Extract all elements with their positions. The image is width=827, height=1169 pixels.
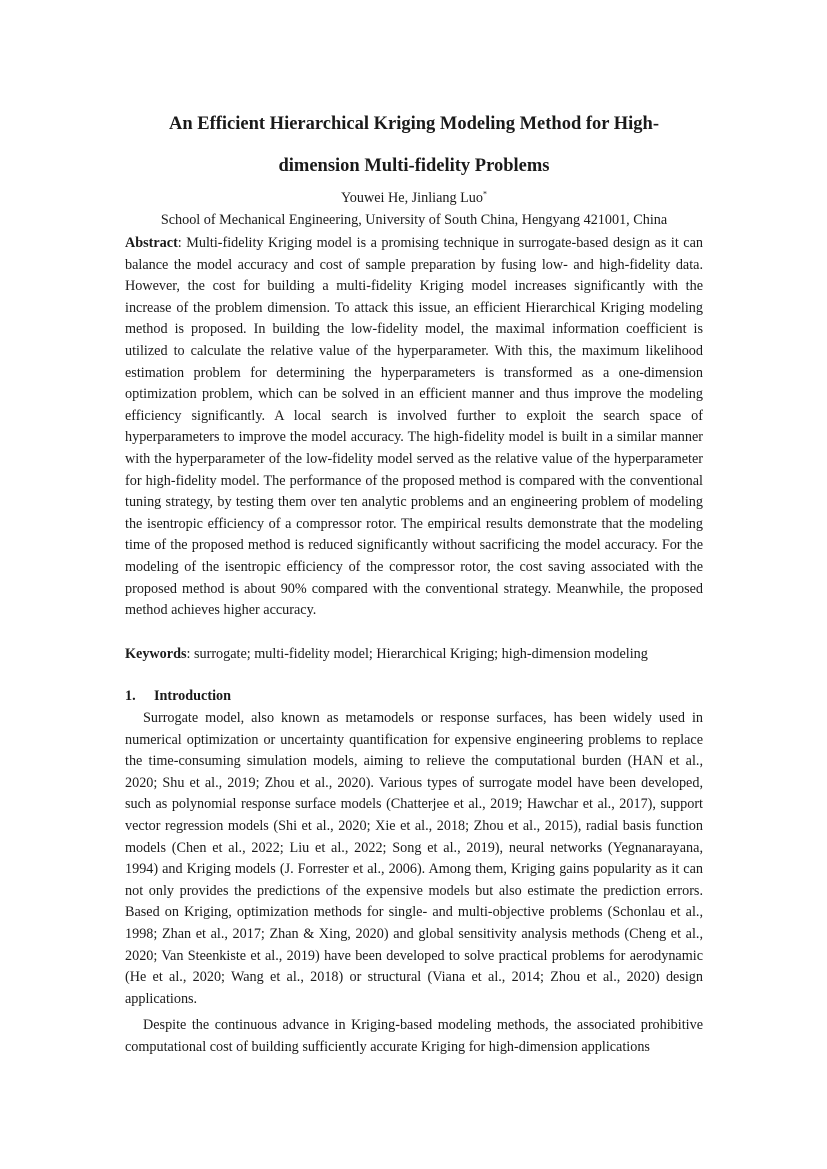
- keywords-text: : surrogate; multi-fidelity model; Hierarchical Kriging; high-dimension modeling: [186, 646, 648, 662]
- section-title: Introduction: [154, 688, 231, 704]
- paper-title-line-1: An Efficient Hierarchical Kriging Modeling Method for High-: [168, 114, 660, 134]
- section-number: 1.: [125, 688, 136, 704]
- abstract-text: : Multi-fidelity Kriging model is a promising technique in surrogate-based design as it can balance the model accuracy and cost of sample preparation by fusing low- and high-fidelity data. However, the cost for building a multi-fidelity Kriging model increases significantly with the increase of the problem dimension. To attack this issue, an efficient Hierarchical Kriging modeling method is proposed. In building the low-fidelity model, the maximal information coefficient is utilized to calculate the relative value of the hyperparameter. With this, the maximum likelihood estimation problem for determining the hyperparameters is transformed as a one-dimension optimization problem, which can be solved in an efficient manner and thus improve the modeling efficiency significantly. A local search is involved further to exploit the search space of hyperparameters to improve the model accuracy. The high-fidelity model is built in a similar manner with the hyperparameter of the low-fidelity model served as the relative value of the hyperparameter for high-fidelity model. The performance of the proposed method is compared with the conventional tuning strategy, by testing them over ten analytic problems and an engineering problem of modeling the isentropic efficiency of a compressor rotor. The empirical results demonstrate that the modeling time of the proposed method is reduced significantly without sacrificing the model accuracy. For the modeling of the isentropic efficiency of the compressor rotor, the cost saving associated with the proposed method is about 90% compared with the conventional strategy. Meanwhile, the proposed method achieves higher accuracy.: [125, 235, 703, 619]
- corresponding-author-mark: *: [483, 189, 487, 199]
- intro-paragraph-1: Surrogate model, also known as metamodels or response surfaces, has been widely used in numerical optimization or uncertainty quantification for expensive engineering problems to replace the time-consuming simulation models, aiming to relieve the computational burden (HAN et al., 2020; Shu et al., 2019; Zhou et al., 2020). Various types of surrogate model have been developed, such as polynomial response surface models (Chatterjee et al., 2019; Hawchar et al., 2017), support vector regression models (Shi et al., 2020; Xie et al., 2018; Zhou et al., 2015), radial basis function models (Chen et al., 2022; Liu et al., 2022; Song et al., 2019), neural networks (Yegnanarayana, 1994) and Kriging models (J. Forrester et al., 2006). Among them, Kriging gains popularity as it can not only provides the predictions of the expensive models but also estimate the prediction errors. Based on Kriging, optimization methods for single- and multi-objective problems (Schonlau et al., 1998; Zhan et al., 2017; Zhan & Xing, 2020) and global sensitivity analysis methods (Cheng et al., 2020; Van Steenkiste et al., 2019) have been developed to solve practical problems for aerodynamic (He et al., 2020; Wang et al., 2018) or structural (Viana et al., 2014; Zhou et al., 2020) design applications.: [125, 710, 703, 1007]
- abstract: [125, 233, 703, 622]
- intro-paragraph-2: Despite the continuous advance in Kriging-based modeling methods, the associated prohibitive computational cost of building sufficiently accurate Kriging for high-dimension applications: [125, 1017, 703, 1055]
- keywords-label: Keywords: [125, 646, 187, 662]
- author-affiliation: School of Mechanical Engineering, University of South China, Hengyang 421001, China: [160, 212, 668, 228]
- paper-title-line-2: dimension Multi-fidelity Problems: [278, 156, 550, 176]
- author-list: [125, 188, 703, 208]
- keywords: [125, 644, 703, 666]
- section-heading-introduction: [125, 686, 703, 707]
- authors-names: Youwei He, Jinliang Luo: [340, 190, 483, 206]
- abstract-label: Abstract: [125, 235, 178, 251]
